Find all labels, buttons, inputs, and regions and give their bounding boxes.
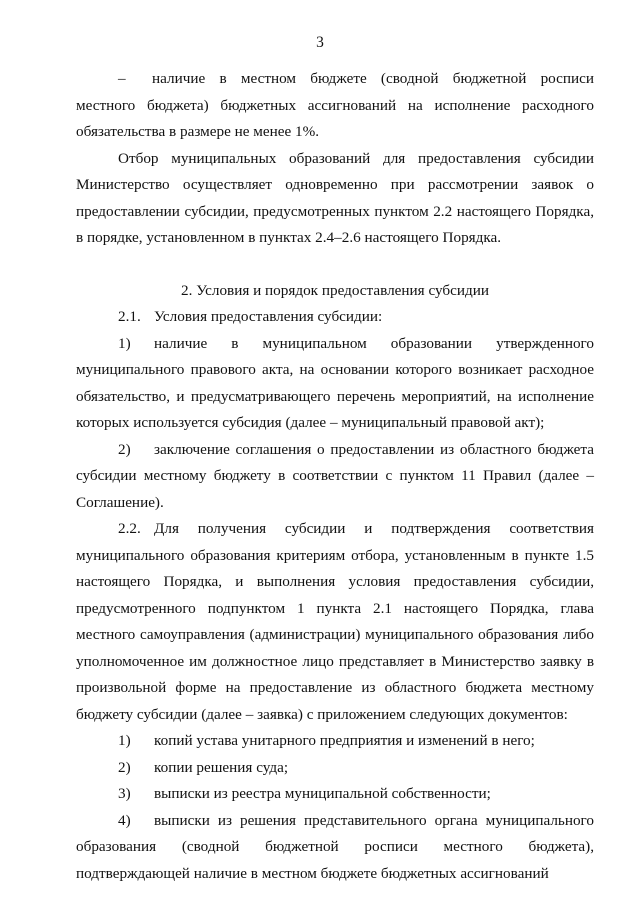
clause-text: Условия предоставления субсидии: bbox=[154, 308, 383, 325]
clause-number: 2.2. bbox=[118, 520, 141, 537]
section-heading: 2. Условия и порядок предоставления субсидии bbox=[181, 281, 489, 299]
clause-2-1 bbox=[76, 304, 594, 331]
condition-item-2 bbox=[76, 437, 594, 517]
item-text: наличие в муниципальном образовании утвержденного муниципального правового акта, на основании которого возникает расходное обязательство, и предусматривающего перечень мероприятий, на исполнение которых используется субсидия (далее – муниципальный правовой акт); bbox=[76, 334, 594, 431]
clause-2-2 bbox=[76, 516, 594, 728]
document-item-2 bbox=[76, 755, 594, 782]
item-number: 1) bbox=[118, 732, 131, 749]
clause-text: Для получения субсидии и подтверждения соответствия муниципального образования критериям отбора, установленным в пункте 1.5 настоящего Порядка, и выполнения условия предоставления субсидии, предусмотренного подпунктом 1 пункта 2.1 настоящего Порядка, глава местного самоуправления (администрации) муниципального образования либо уполномоченное им должностное лицо представляет в Министерство заявку в произвольной форме на предоставление из областного бюджета местному бюджету субсидии (далее – заявка) с приложением следующих документов: bbox=[76, 520, 594, 723]
document-item-3 bbox=[76, 781, 594, 808]
selection-paragraph: Отбор муниципальных образований для предоставления субсидии Министерство осуществляет одновременно при рассмотрении заявок о предоставлении субсидии, предусмотренных пунктом 2.2 настоящего Порядка, в порядке, установленном в пунктах 2.4–2.6 настоящего Порядка. bbox=[76, 149, 594, 246]
item-number: 4) bbox=[118, 811, 131, 829]
item-number: 1) bbox=[118, 334, 131, 352]
dash-marker: – bbox=[118, 70, 126, 87]
budget-condition-text: наличие в местном бюджете (сводной бюджетной росписи местного бюджета) бюджетных ассигнований на исполнение расходного обязательства в размере не менее 1%. bbox=[76, 70, 594, 140]
item-text: выписки из реестра муниципальной собственности; bbox=[154, 785, 491, 802]
item-number: 2) bbox=[118, 440, 131, 458]
item-text: копий устава унитарного предприятия и изменений в него; bbox=[154, 732, 535, 749]
condition-item-1 bbox=[76, 331, 594, 437]
item-text: заключение соглашения о предоставлении из областного бюджета субсидии местному бюджету в соответствии с пунктом 11 Правил (далее – Соглашение). bbox=[76, 440, 594, 511]
item-number: 2) bbox=[118, 758, 131, 776]
document-item-1 bbox=[76, 728, 594, 755]
clause-number: 2.1. bbox=[118, 308, 141, 325]
document-item-4 bbox=[76, 808, 594, 888]
budget-condition-item bbox=[76, 66, 594, 146]
item-text: копии решения суда; bbox=[154, 758, 289, 776]
item-text: выписки из решения представительного органа муниципального образования (сводной бюджетной росписи местного бюджета), подтверждающей наличие в местном бюджете бюджетных ассигнований bbox=[76, 811, 594, 882]
page-number: 3 bbox=[316, 34, 324, 51]
document-body bbox=[76, 66, 594, 887]
item-number: 3) bbox=[118, 785, 131, 802]
